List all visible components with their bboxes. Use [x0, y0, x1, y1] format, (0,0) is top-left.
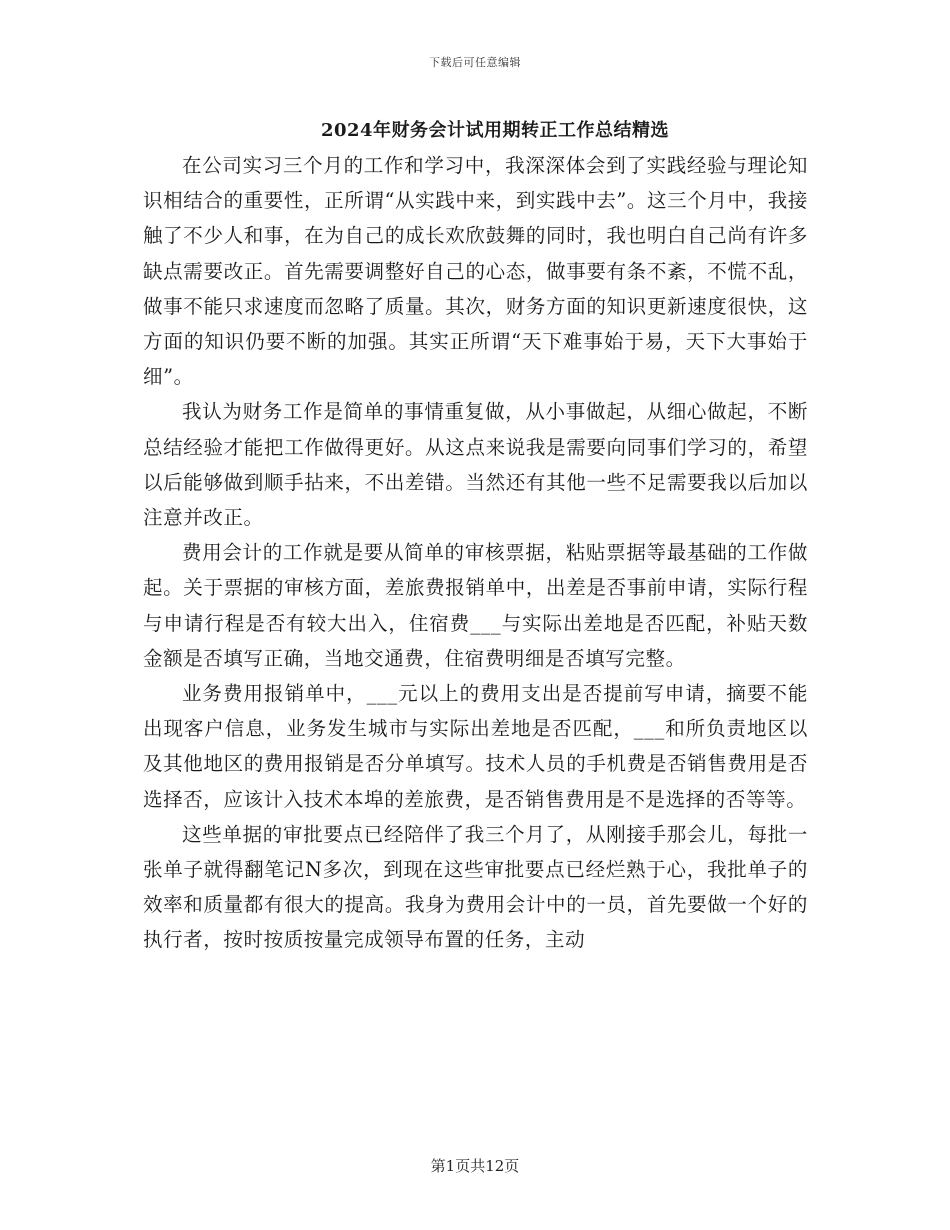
paragraph-2: 我认为财务工作是简单的事情重复做，从小事做起，从细心做起，不断总结经验才能把工作做得更好。从这点来说我是需要向同事们学习的，希望以后能够做到顺手拈来，不出差错。当然还有其他一些不足需要我以后加以注意并改正。: [143, 400, 808, 530]
paragraph-5: 这些单据的审批要点已经陪伴了我三个月了，从刚接手那会儿，每批一张单子就得翻笔记N多次，到现在这些审批要点已经烂熟于心，我批单子的效率和质量都有很大的提高。我身为费用会计中的一员，首先要做一个好的执行者，按时按质按量完成领导布置的任务，主动: [143, 822, 808, 952]
document-title: 2024年财务会计试用期转正工作总结精选: [320, 120, 670, 141]
paragraph-1: 在公司实习三个月的工作和学习中，我深深体会到了实践经验与理论知识相结合的重要性，正所谓“从实践中来，到实践中去”。这三个月中，我接触了不少人和事，在为自己的成长欢欣鼓舞的同时，我也明白自己尚有许多缺点需要改正。首先需要调整好自己的心态，做事要有条不紊，不慌不乱，做事不能只求速度而忽略了质量。其次，财务方面的知识更新速度很快，这方面的知识仍要不断的加强。其实正所谓“天下难事始于易，天下大事始于细”。: [143, 154, 808, 389]
page-number-footer: 第1页共12页: [430, 1157, 520, 1175]
header-note: 下载后可任意编辑: [429, 56, 521, 69]
document-body: [143, 148, 808, 958]
paragraph-4: 业务费用报销单中，___元以上的费用支出是否提前写申请，摘要不能出现客户信息，业务发生城市与实际出差地是否匹配，___和所负责地区以及其他地区的费用报销是否分单填写。技术人员的手机费是否销售费用是否选择否，应该计入技术本埠的差旅费，是否销售费用是不是选择的否等等。: [143, 682, 808, 811]
paragraph-3: 费用会计的工作就是要从简单的审核票据，粘贴票据等最基础的工作做起。关于票据的审核方面，差旅费报销单中，出差是否事前申请，实际行程与申请行程是否有较大出入，住宿费___与实际出差地是否匹配，补贴天数金额是否填写正确，当地交通费，住宿费明细是否填写完整。: [143, 541, 808, 670]
